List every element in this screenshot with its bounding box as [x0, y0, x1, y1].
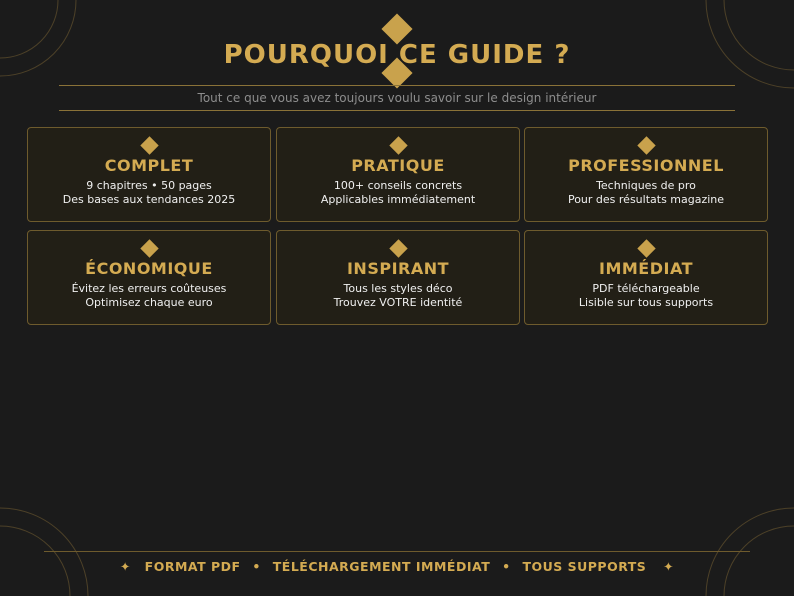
divider-top: [59, 85, 735, 86]
footer-item-format: FORMAT PDF: [144, 559, 241, 574]
card-line-2: Pour des résultats magazine: [567, 193, 725, 206]
divider-bottom: [59, 110, 735, 111]
footer-item-download: TÉLÉCHARGEMENT IMMÉDIAT: [272, 559, 491, 574]
card-line-1: PDF téléchargeable: [592, 282, 700, 295]
card-title: PROFESSIONNEL: [568, 156, 724, 175]
card-line-2: Des bases aux tendances 2025: [62, 193, 236, 206]
diamond-icon: [637, 239, 655, 257]
card-line-2: Applicables immédiatement: [320, 193, 476, 206]
card-title: COMPLET: [104, 156, 194, 175]
diamond-icon: [140, 239, 158, 257]
diamond-icon: [389, 239, 407, 257]
bullet-separator: •: [502, 559, 511, 574]
bullet-separator: •: [252, 559, 261, 574]
feature-card-inspirant: [276, 230, 520, 325]
feature-card-economique: [27, 230, 271, 325]
footer-banner: [0, 559, 794, 574]
card-title: ÉCONOMIQUE: [85, 259, 213, 278]
card-line-1: Techniques de pro: [596, 179, 696, 192]
card-line-2: Optimisez chaque euro: [85, 296, 213, 309]
card-line-1: 100+ conseils concrets: [333, 179, 463, 192]
feature-card-professionnel: [524, 127, 768, 222]
page-title: POURQUOI CE GUIDE ?: [223, 40, 571, 70]
diamond-icon: [140, 136, 158, 154]
card-line-1: Évitez les erreurs coûteuses: [71, 282, 227, 295]
card-line-1: 9 chapitres • 50 pages: [86, 179, 212, 192]
diamond-icon: [637, 136, 655, 154]
card-line-1: Tous les styles déco: [343, 282, 453, 295]
feature-card-complet: [27, 127, 271, 222]
title-block: [0, 18, 794, 88]
card-title: PRATIQUE: [351, 156, 445, 175]
card-line-2: Trouvez VOTRE identité: [333, 296, 463, 309]
diamond-icon: [389, 136, 407, 154]
page-subtitle: Tout ce que vous avez toujours voulu savoir sur le design intérieur: [197, 91, 597, 105]
feature-card-immediat: [524, 230, 768, 325]
star-icon: ✦: [119, 559, 131, 574]
footer-item-supports: TOUS SUPPORTS: [522, 559, 647, 574]
card-line-2: Lisible sur tous supports: [578, 296, 714, 309]
footer-divider: [44, 551, 750, 552]
feature-card-pratique: [276, 127, 520, 222]
card-title: INSPIRANT: [346, 259, 450, 278]
card-title: IMMÉDIAT: [598, 259, 693, 278]
star-icon: ✦: [663, 559, 675, 574]
